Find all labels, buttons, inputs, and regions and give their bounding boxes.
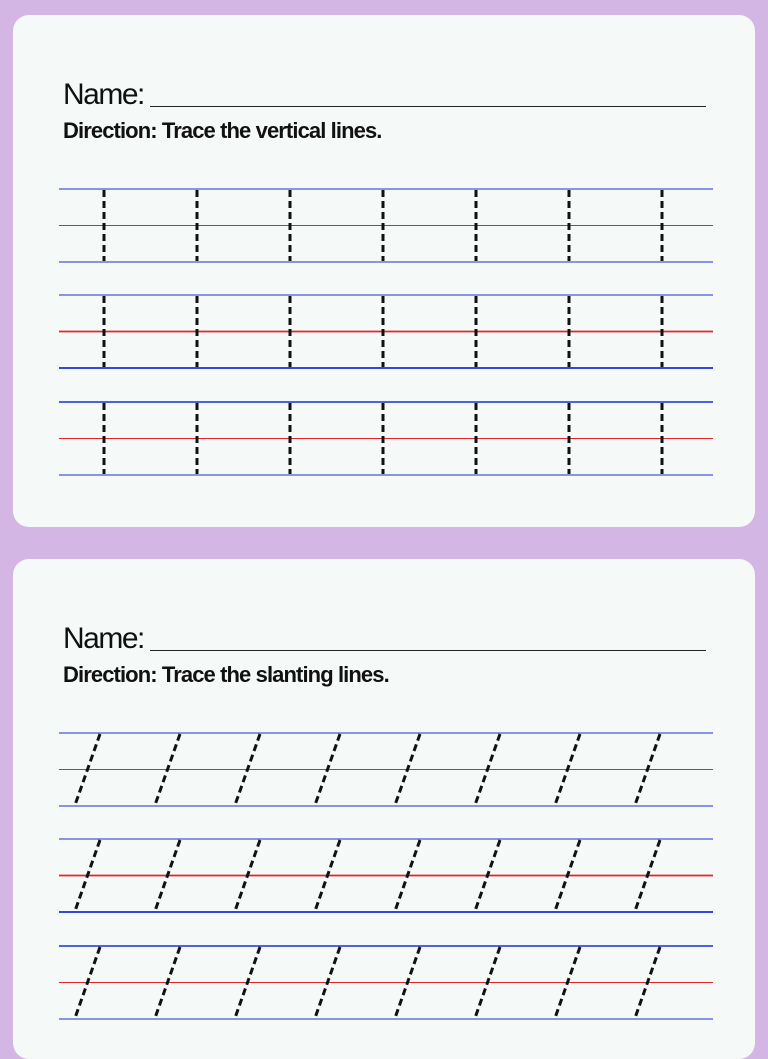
- name-label: Name:: [63, 622, 144, 655]
- direction-text: Direction: Trace the vertical lines.: [63, 118, 382, 143]
- worksheet-vertical-lines: [13, 15, 755, 527]
- vertical-tracing-area: [13, 15, 755, 527]
- slanting-tracing-area: [13, 559, 755, 1059]
- guide-row: [59, 295, 713, 368]
- guide-row: [59, 946, 713, 1019]
- guide-row: [59, 839, 713, 912]
- worksheet-slanting-lines: [13, 559, 755, 1059]
- direction-text: Direction: Trace the slanting lines.: [63, 662, 389, 687]
- guide-row: [59, 402, 713, 475]
- guide-row: [59, 189, 713, 262]
- guide-row: [59, 733, 713, 806]
- name-label: Name:: [63, 78, 144, 111]
